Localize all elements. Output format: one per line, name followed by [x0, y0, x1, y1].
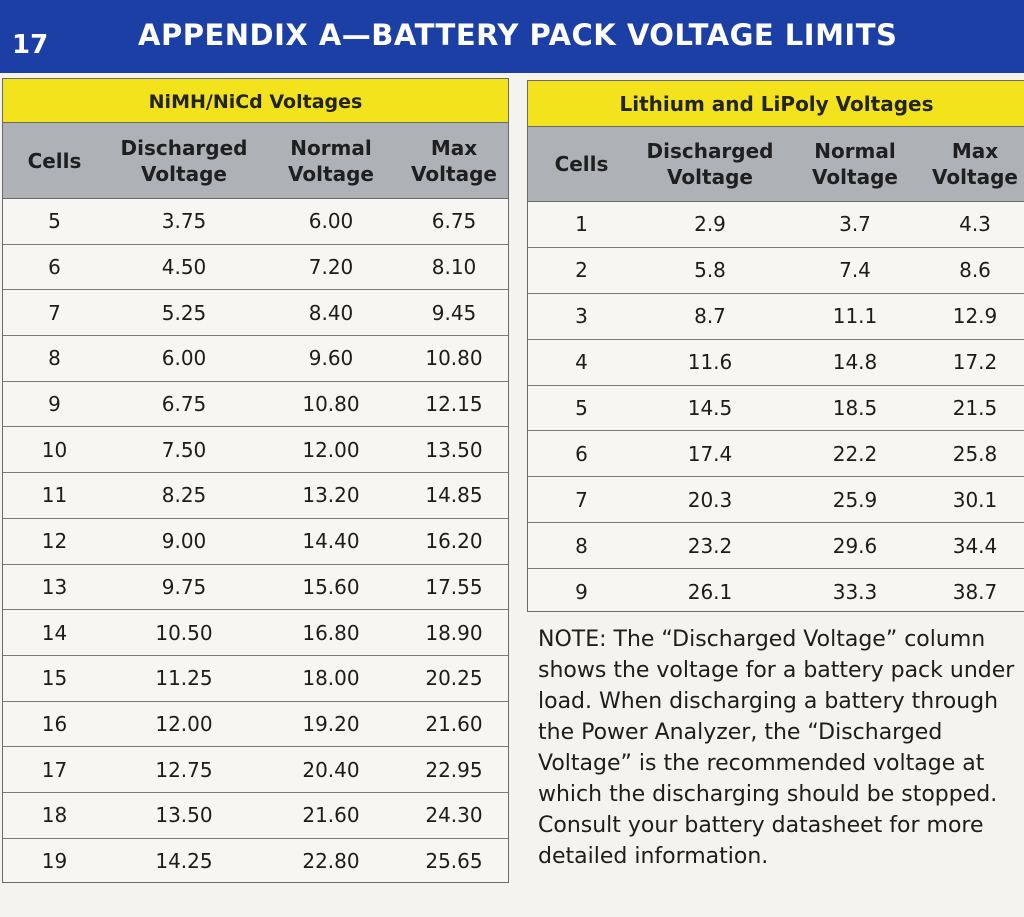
- lithium-col-normal: [785, 138, 925, 190]
- nimh-table-title: NiMH/NiCd Voltages: [3, 79, 508, 123]
- table-row: [528, 202, 1024, 248]
- normal-voltage: 9.60: [308, 346, 354, 371]
- max-voltage: 8.6: [959, 258, 991, 283]
- cell-count: 18: [41, 803, 68, 828]
- max-voltage: 12.15: [425, 392, 483, 417]
- max-voltage: 8.10: [431, 255, 477, 280]
- nimh-col-cells-label: Cells: [27, 148, 82, 173]
- table-row: [3, 610, 508, 656]
- max-voltage: 22.95: [425, 757, 483, 782]
- table-row: [3, 656, 508, 702]
- table-row: [528, 477, 1024, 523]
- table-row: [3, 519, 508, 565]
- normal-voltage: 7.4: [839, 258, 871, 283]
- lithium-col-cells: [528, 151, 635, 177]
- lithium-col-cells-label: Cells: [554, 152, 609, 176]
- nimh-voltage-table: [2, 78, 509, 883]
- lithium-col-discharged-line1: Discharged: [646, 139, 774, 163]
- discharged-voltage: 12.00: [155, 711, 213, 736]
- discharged-voltage: 9.00: [161, 529, 207, 554]
- normal-voltage: 6.00: [308, 209, 354, 234]
- discharged-voltage: 5.25: [161, 300, 207, 325]
- cell-count: 2: [575, 258, 588, 283]
- max-voltage: 21.60: [425, 711, 483, 736]
- max-voltage: 24.30: [425, 803, 483, 828]
- discharged-voltage: 23.2: [687, 533, 733, 558]
- max-voltage: 10.80: [425, 346, 483, 371]
- discharged-voltage: 6.00: [161, 346, 207, 371]
- normal-voltage: 20.40: [302, 757, 360, 782]
- lithium-table-body: [528, 202, 1024, 615]
- cell-count: 4: [575, 350, 588, 375]
- normal-voltage: 22.80: [302, 849, 360, 874]
- discharged-voltage: 11.6: [687, 350, 733, 375]
- discharged-voltage: 3.75: [161, 209, 207, 234]
- discharged-voltage: 2.9: [694, 212, 726, 237]
- cell-count: 12: [41, 529, 68, 554]
- discharged-voltage: 8.7: [694, 304, 726, 329]
- discharged-voltage: 14.25: [155, 849, 213, 874]
- table-row: [528, 431, 1024, 477]
- discharge-note: NOTE: The “Discharged Voltage” column shows the voltage for a battery pack under load. When discharging a battery through the Power Analyzer, the “Discharged Voltage” is the recommended voltage at which the discharging should be stopped. Consult your battery datasheet for more detailed information.: [538, 627, 1015, 869]
- table-row: [3, 747, 508, 793]
- nimh-col-discharged-line2: Voltage: [141, 161, 227, 186]
- nimh-col-cells: [3, 148, 106, 174]
- nimh-column-headers: [3, 123, 508, 199]
- nimh-col-normal-line1: Normal: [290, 135, 372, 160]
- cell-count: 19: [41, 849, 68, 874]
- lithium-col-discharged: [635, 138, 785, 190]
- discharged-voltage: 13.50: [155, 803, 213, 828]
- nimh-col-discharged-line1: Discharged: [120, 135, 248, 160]
- page-number: 17: [12, 30, 49, 60]
- cell-count: 7: [575, 487, 588, 512]
- table-row: [528, 294, 1024, 340]
- table-row: [3, 839, 508, 885]
- lithium-col-max-line1: Max: [951, 139, 999, 163]
- lithium-col-normal-line2: Voltage: [812, 165, 898, 189]
- nimh-col-normal-line2: Voltage: [288, 161, 374, 186]
- cell-count: 9: [48, 392, 61, 417]
- nimh-col-max: [400, 135, 508, 187]
- discharged-voltage: 5.8: [694, 258, 726, 283]
- max-voltage: 4.3: [959, 212, 991, 237]
- discharged-voltage: 7.50: [161, 437, 207, 462]
- max-voltage: 38.7: [952, 580, 998, 605]
- table-row: [3, 565, 508, 611]
- cell-count: 1: [575, 212, 588, 237]
- normal-voltage: 15.60: [302, 574, 360, 599]
- max-voltage: 17.55: [425, 574, 483, 599]
- table-row: [3, 290, 508, 336]
- discharged-voltage: 6.75: [161, 392, 207, 417]
- table-row: [3, 245, 508, 291]
- normal-voltage: 8.40: [308, 300, 354, 325]
- table-row: [528, 386, 1024, 432]
- lithium-col-discharged-line2: Voltage: [667, 165, 753, 189]
- normal-voltage: 21.60: [302, 803, 360, 828]
- normal-voltage: 10.80: [302, 392, 360, 417]
- max-voltage: 12.9: [952, 304, 998, 329]
- nimh-col-normal: [262, 135, 400, 187]
- max-voltage: 16.20: [425, 529, 483, 554]
- max-voltage: 25.65: [425, 849, 483, 874]
- discharged-voltage: 17.4: [687, 441, 733, 466]
- cell-count: 17: [41, 757, 68, 782]
- cell-count: 14: [41, 620, 68, 645]
- lithium-column-headers: [528, 127, 1024, 202]
- table-row: [3, 336, 508, 382]
- max-voltage: 25.8: [952, 441, 998, 466]
- max-voltage: 21.5: [952, 396, 998, 420]
- page-title: APPENDIX A—BATTERY PACK VOLTAGE LIMITS: [138, 18, 898, 52]
- nimh-table-body: [3, 199, 508, 884]
- table-row: [3, 382, 508, 428]
- discharged-voltage: 9.75: [161, 574, 207, 599]
- table-row: [528, 340, 1024, 386]
- lithium-col-max: [925, 138, 1024, 190]
- normal-voltage: 18.00: [302, 666, 360, 691]
- table-row: [3, 473, 508, 519]
- discharged-voltage: 12.75: [155, 757, 213, 782]
- normal-voltage: 25.9: [832, 487, 878, 512]
- normal-voltage: 18.5: [832, 396, 878, 420]
- lithium-col-max-line2: Voltage: [932, 165, 1018, 189]
- normal-voltage: 22.2: [832, 441, 878, 466]
- cell-count: 6: [48, 255, 61, 280]
- lithium-table-title: Lithium and LiPoly Voltages: [528, 81, 1024, 127]
- cell-count: 3: [575, 304, 588, 329]
- max-voltage: 34.4: [952, 533, 998, 558]
- max-voltage: 20.25: [425, 666, 483, 691]
- cell-count: 5: [48, 209, 61, 234]
- cell-count: 11: [41, 483, 68, 508]
- cell-count: 6: [575, 441, 588, 466]
- normal-voltage: 14.40: [302, 529, 360, 554]
- nimh-col-max-line2: Voltage: [411, 161, 497, 186]
- cell-count: 8: [48, 346, 61, 371]
- discharged-voltage: 20.3: [687, 487, 733, 512]
- normal-voltage: 7.20: [308, 255, 354, 280]
- max-voltage: 9.45: [431, 300, 477, 325]
- cell-count: 9: [575, 580, 588, 605]
- table-row: [528, 248, 1024, 294]
- nimh-col-max-line1: Max: [430, 135, 478, 160]
- discharged-voltage: 8.25: [161, 483, 207, 508]
- page-header: [0, 0, 1024, 73]
- table-row: [3, 427, 508, 473]
- discharged-voltage: 14.5: [687, 396, 733, 420]
- table-row: [3, 793, 508, 839]
- cell-count: 15: [41, 666, 68, 691]
- table-row: [3, 199, 508, 245]
- normal-voltage: 13.20: [302, 483, 360, 508]
- normal-voltage: 33.3: [832, 580, 878, 605]
- normal-voltage: 11.1: [832, 304, 878, 329]
- table-row: [528, 523, 1024, 569]
- normal-voltage: 14.8: [832, 350, 878, 375]
- table-row: [528, 569, 1024, 615]
- cell-count: 13: [41, 574, 68, 599]
- normal-voltage: 19.20: [302, 711, 360, 736]
- discharged-voltage: 11.25: [155, 666, 213, 691]
- max-voltage: 17.2: [952, 350, 998, 375]
- max-voltage: 18.90: [425, 620, 483, 645]
- max-voltage: 30.1: [952, 487, 998, 512]
- lithium-voltage-table: [527, 80, 1024, 612]
- lithium-col-normal-line1: Normal: [814, 139, 896, 163]
- discharged-voltage: 4.50: [161, 255, 207, 280]
- cell-count: 8: [575, 533, 588, 558]
- cell-count: 5: [575, 396, 588, 420]
- normal-voltage: 29.6: [832, 533, 878, 558]
- cell-count: 16: [41, 711, 68, 736]
- max-voltage: 6.75: [431, 209, 477, 234]
- cell-count: 10: [41, 437, 68, 462]
- table-row: [3, 702, 508, 748]
- normal-voltage: 12.00: [302, 437, 360, 462]
- nimh-col-discharged: [106, 135, 262, 187]
- cell-count: 7: [48, 300, 61, 325]
- discharged-voltage: 26.1: [687, 580, 733, 605]
- max-voltage: 14.85: [425, 483, 483, 508]
- discharged-voltage: 10.50: [155, 620, 213, 645]
- max-voltage: 13.50: [425, 437, 483, 462]
- normal-voltage: 3.7: [839, 212, 871, 237]
- normal-voltage: 16.80: [302, 620, 360, 645]
